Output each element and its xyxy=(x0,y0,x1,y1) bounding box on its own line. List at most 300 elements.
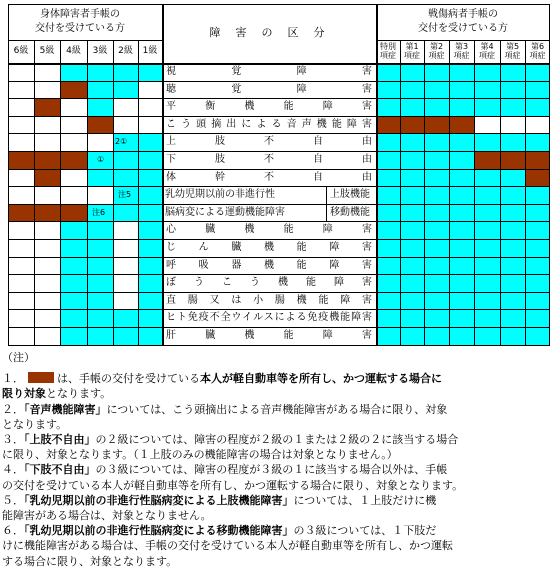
left-grade-cell xyxy=(87,309,113,327)
right-grade-cell xyxy=(500,239,525,257)
row-hline xyxy=(8,186,550,187)
left-grade-cell xyxy=(60,327,87,345)
right-grade-cell xyxy=(525,98,550,116)
right-grade-cell xyxy=(525,204,550,222)
right-grade-cell xyxy=(400,292,424,310)
left-grade-cell xyxy=(34,221,60,239)
left-grade-cell xyxy=(60,63,87,81)
right-grade-cell xyxy=(424,151,449,169)
right-grade-cell xyxy=(525,327,550,345)
right-grade-cell xyxy=(424,133,449,151)
category-label: こう頭摘出による音声機能障害 xyxy=(166,118,372,130)
left-grade-cell xyxy=(60,204,87,222)
right-grade-cell xyxy=(400,239,424,257)
right-grid-vline xyxy=(424,40,425,345)
right-grade-cell xyxy=(474,221,500,239)
right-grade-cell xyxy=(400,274,424,292)
note-6 xyxy=(2,523,542,569)
row-hline xyxy=(8,169,550,170)
category-label-main: 脳病変による運動機能障害 xyxy=(165,206,285,218)
right-grade-cell xyxy=(474,327,500,345)
right-grade-cell xyxy=(474,151,500,169)
category-label-sub: 移動機能 xyxy=(330,206,370,218)
left-grade-cell xyxy=(113,169,138,187)
right-grade-cell xyxy=(400,257,424,275)
right-grade-cell xyxy=(424,292,449,310)
right-grade-cell xyxy=(500,133,525,151)
right-grade-cell xyxy=(424,309,449,327)
note-5 xyxy=(2,493,542,523)
left-grade-cell xyxy=(8,221,34,239)
right-grade-cell xyxy=(449,309,474,327)
right-grade-label-top: 特別 xyxy=(380,42,396,51)
cell-note-marker: 2① xyxy=(115,137,128,147)
left-grade-label: 3級 xyxy=(92,46,108,56)
right-grade-cell xyxy=(525,292,550,310)
note-6-text: の３級については、１下肢だ xyxy=(293,524,437,538)
cell-note-marker: 注6 xyxy=(92,207,106,217)
left-grade-cell xyxy=(113,151,138,169)
right-grade-cell xyxy=(500,274,525,292)
right-grade-cell xyxy=(376,274,400,292)
middle-left-border xyxy=(162,4,164,345)
left-grade-cell xyxy=(60,81,87,99)
right-grade-label-bottom: 項症 xyxy=(428,51,445,60)
right-grade-cell xyxy=(449,239,474,257)
note-2 xyxy=(2,402,542,432)
right-grade-cell xyxy=(525,257,550,275)
note-3-number: ３． xyxy=(2,433,24,447)
left-grade-cell xyxy=(60,239,87,257)
category-label: 体 幹 不 自 由 xyxy=(166,171,372,183)
right-grade-cell xyxy=(474,292,500,310)
right-grade-cell xyxy=(474,98,500,116)
row-hline xyxy=(8,292,550,293)
left-grade-label: 2級 xyxy=(118,46,133,56)
table-border-bottom xyxy=(8,345,550,347)
right-grade-cell xyxy=(400,116,424,134)
left-grade-cell xyxy=(60,133,87,151)
right-grade-cell xyxy=(376,81,400,99)
note-4-bold: 「下肢不自由」 xyxy=(24,463,96,477)
right-grade-cell xyxy=(376,327,400,345)
right-grade-cell xyxy=(449,81,474,99)
category-label: 呼 吸 器 機 能 障 害 xyxy=(166,259,372,271)
left-grade-cell xyxy=(34,116,60,134)
note-3-text: の２級については、障害の程度が２級の１または２級の２に該当する場合 xyxy=(95,433,459,447)
left-grade-cell xyxy=(138,169,162,187)
row-hline xyxy=(8,327,550,328)
right-grade-cell xyxy=(525,133,550,151)
right-grade-cell xyxy=(500,204,525,222)
note-5-cont: 能障害がある場合は、対象となりません。 xyxy=(2,509,212,523)
right-grade-cell xyxy=(424,239,449,257)
left-grade-cell xyxy=(87,221,113,239)
right-grade-cell xyxy=(500,98,525,116)
note-5-number: ５． xyxy=(2,493,24,507)
left-grade-cell xyxy=(8,186,34,204)
table-border-top xyxy=(8,4,550,5)
right-grade-cell xyxy=(500,81,525,99)
right-grade-cell xyxy=(474,116,500,134)
cell-note-marker: ① xyxy=(97,155,105,164)
left-grade-cell xyxy=(138,274,162,292)
left-grade-cell xyxy=(138,292,162,310)
left-grade-cell xyxy=(8,257,34,275)
category-label: 直 腸 又 は 小 腸 機 能 障 害 xyxy=(166,294,372,306)
right-grade-cell xyxy=(424,169,449,187)
left-grade-cell xyxy=(87,63,113,81)
right-grade-cell xyxy=(474,133,500,151)
left-grade-cell xyxy=(113,98,138,116)
right-grade-cell xyxy=(449,204,474,222)
note-3-cont: に限り、対象となります。（１上肢のみの機能障害の場合は対象となりません。） xyxy=(2,448,398,462)
row-hline xyxy=(8,116,550,117)
left-grade-cell xyxy=(8,151,34,169)
header-bottom xyxy=(8,63,550,65)
right-grade-cell xyxy=(400,151,424,169)
left-grade-cell xyxy=(34,81,60,99)
left-grade-cell xyxy=(87,98,113,116)
left-grade-cell xyxy=(87,116,113,134)
right-grade-label-bottom: 項症 xyxy=(404,51,420,60)
right-grade-cell xyxy=(474,239,500,257)
left-grade-cell xyxy=(8,204,34,222)
table-border-left xyxy=(8,4,9,345)
note-1 xyxy=(2,371,542,401)
left-grade-cell xyxy=(113,63,138,81)
right-grade-cell xyxy=(400,221,424,239)
right-grade-cell xyxy=(525,151,550,169)
right-grade-cell xyxy=(424,274,449,292)
left-grade-cell xyxy=(138,186,162,204)
right-grade-cell xyxy=(376,186,400,204)
note-6-cont2: する場合に限り、対象となります。 xyxy=(2,554,178,568)
right-grade-cell xyxy=(400,204,424,222)
left-grade-cell xyxy=(34,169,60,187)
category-label-main: 乳幼児期以前の非進行性 xyxy=(165,189,275,201)
right-grade-cell xyxy=(424,63,449,81)
right-grade-label-bottom: 項症 xyxy=(479,51,495,60)
right-grade-cell xyxy=(500,169,525,187)
right-grade-cell xyxy=(500,221,525,239)
left-grade-cell xyxy=(60,274,87,292)
right-grade-cell xyxy=(376,63,400,81)
middle-right-border xyxy=(376,4,378,345)
note-6-number: ６． xyxy=(2,524,24,538)
right-grade-cell xyxy=(474,204,500,222)
left-grade-cell xyxy=(34,98,60,116)
left-grade-cell xyxy=(60,151,87,169)
right-grade-cell xyxy=(424,204,449,222)
right-grade-cell xyxy=(424,81,449,99)
right-grade-cell xyxy=(376,239,400,257)
right-grade-cell xyxy=(525,274,550,292)
right-grade-cell xyxy=(376,309,400,327)
left-grade-cell xyxy=(113,239,138,257)
category-label: 下 肢 不 自 由 xyxy=(166,154,372,165)
category-label: ぼ う こ う 機 能 障 害 xyxy=(166,277,372,289)
left-grade-cell xyxy=(138,63,162,81)
note-2-text: については、こう頭摘出による音声機能障害がある場合に限り、対象 xyxy=(106,402,448,416)
left-grade-cell xyxy=(138,239,162,257)
right-grade-label-top: 第4 xyxy=(480,42,494,51)
right-grid-vline xyxy=(474,40,475,345)
note-6-cont: けに機能障害がある場合は、手帳の交付を受けている本人が軽自動車等を所有し、かつ運転 xyxy=(2,539,453,553)
right-grade-cell xyxy=(449,186,474,204)
left-grade-cell xyxy=(87,81,113,99)
left-grade-cell xyxy=(138,98,162,116)
brown-swatch xyxy=(28,372,54,383)
left-grade-cell xyxy=(113,327,138,345)
row-hline xyxy=(8,239,550,240)
right-grade-cell xyxy=(424,116,449,134)
right-grade-cell xyxy=(449,151,474,169)
right-grade-cell xyxy=(525,81,550,99)
right-grade-cell xyxy=(525,239,550,257)
note-1-number: １． xyxy=(2,372,24,386)
left-grade-cell xyxy=(138,327,162,345)
left-grid-vline xyxy=(87,40,88,345)
right-grid-vline xyxy=(525,40,526,345)
left-grade-label: 6級 xyxy=(13,46,29,56)
note-4-number: ４． xyxy=(2,463,24,477)
right-grade-cell xyxy=(376,257,400,275)
left-grade-cell xyxy=(8,169,34,187)
left-grade-cell xyxy=(8,327,34,345)
right-grade-cell xyxy=(474,309,500,327)
right-grade-label-bottom: 項症 xyxy=(504,51,521,60)
row-hline xyxy=(8,98,550,99)
right-grade-cell xyxy=(525,309,550,327)
right-grade-cell xyxy=(400,169,424,187)
right-grade-cell xyxy=(376,292,400,310)
right-grade-cell xyxy=(424,186,449,204)
right-grade-cell xyxy=(500,292,525,310)
left-grade-label: 1級 xyxy=(142,46,158,56)
left-grade-cell xyxy=(113,116,138,134)
note-4 xyxy=(2,462,542,492)
row-hline xyxy=(8,257,550,258)
right-grade-cell xyxy=(424,221,449,239)
left-grade-cell xyxy=(113,204,138,222)
right-grade-cell xyxy=(449,98,474,116)
left-grade-cell xyxy=(60,257,87,275)
left-grade-cell xyxy=(138,204,162,222)
left-grade-cell xyxy=(87,257,113,275)
right-grade-cell xyxy=(474,186,500,204)
right-grade-label-bottom: 項症 xyxy=(529,51,546,60)
left-grade-cell xyxy=(8,133,34,151)
right-grade-cell xyxy=(449,327,474,345)
right-grade-cell xyxy=(449,133,474,151)
left-grade-cell xyxy=(113,221,138,239)
right-header-title-line1: 戦傷病者手帳の xyxy=(428,9,498,20)
right-grade-cell xyxy=(500,186,525,204)
category-label: 肝 臓 機 能 障 害 xyxy=(166,330,372,341)
left-grade-cell xyxy=(113,274,138,292)
right-grade-cell xyxy=(525,116,550,134)
left-grade-cell xyxy=(8,239,34,257)
left-grade-cell xyxy=(8,98,34,116)
left-grade-cell xyxy=(87,274,113,292)
row-hline xyxy=(8,274,550,275)
note-1-text-d: となります。 xyxy=(46,387,112,401)
right-grade-label-top: 第3 xyxy=(454,42,469,51)
left-grade-cell xyxy=(60,116,87,134)
right-grade-cell xyxy=(474,274,500,292)
left-grade-cell xyxy=(60,169,87,187)
right-grade-cell xyxy=(424,257,449,275)
left-grade-cell xyxy=(34,133,60,151)
right-grade-cell xyxy=(525,186,550,204)
category-label: 視 覚 障 害 xyxy=(166,66,372,77)
left-grade-cell xyxy=(87,292,113,310)
right-grade-cell xyxy=(376,133,400,151)
note-1-text-a: は、手帳の交付を受けている xyxy=(57,372,200,386)
category-label: 心 臓 機 能 障 害 xyxy=(166,224,372,236)
note-1-text-b: 本人が軽自動車等を所有し、かつ運転する場合に xyxy=(200,372,442,386)
note-1-text-c: 限り対象 xyxy=(2,387,46,401)
right-grade-cell xyxy=(525,63,550,81)
right-grade-cell xyxy=(424,327,449,345)
left-grade-cell xyxy=(138,116,162,134)
right-grade-cell xyxy=(400,81,424,99)
left-grade-cell xyxy=(113,81,138,99)
note-3-bold: 「上肢不自由」 xyxy=(24,433,96,447)
left-grid-vline xyxy=(60,40,61,345)
right-grade-cell xyxy=(400,63,424,81)
right-grade-cell xyxy=(449,257,474,275)
right-grade-cell xyxy=(449,169,474,187)
left-grade-cell xyxy=(8,292,34,310)
right-grade-cell xyxy=(449,221,474,239)
note-6-bold: 「乳幼児期以前の非進行性脳病変による移動機能障害」 xyxy=(24,524,294,538)
right-grid-vline xyxy=(400,40,401,345)
note-2-number: ２． xyxy=(2,402,24,416)
left-grade-cell xyxy=(8,81,34,99)
right-grade-cell xyxy=(500,309,525,327)
right-grade-cell xyxy=(474,257,500,275)
right-grade-cell xyxy=(500,63,525,81)
right-header-title-line2: 交付を受けている方 xyxy=(418,23,508,34)
right-grade-cell xyxy=(449,292,474,310)
right-grade-label-top: 第2 xyxy=(429,42,444,51)
row-hline xyxy=(8,81,550,82)
left-grade-cell xyxy=(34,239,60,257)
row-hline xyxy=(8,204,550,205)
right-grid-vline xyxy=(449,40,450,345)
left-grade-cell xyxy=(138,309,162,327)
right-grade-cell xyxy=(474,81,500,99)
left-grade-cell xyxy=(34,257,60,275)
left-grade-cell xyxy=(60,309,87,327)
right-grade-cell xyxy=(376,204,400,222)
right-grade-cell xyxy=(474,63,500,81)
left-grid-vline xyxy=(113,40,114,345)
left-grade-cell xyxy=(34,63,60,81)
note-2-cont: となります。 xyxy=(2,417,68,431)
left-grade-cell xyxy=(34,327,60,345)
right-grade-cell xyxy=(376,98,400,116)
left-grade-cell xyxy=(138,221,162,239)
note-5-bold: 「乳幼児期以前の非進行性脳病変による上肢機能障害」 xyxy=(24,493,294,507)
left-grade-cell xyxy=(34,274,60,292)
right-grade-cell xyxy=(376,221,400,239)
right-grade-cell xyxy=(449,274,474,292)
left-grade-cell xyxy=(87,169,113,187)
category-label-sub: 上肢機能 xyxy=(330,189,370,201)
right-grade-cell xyxy=(500,151,525,169)
right-grade-label-bottom: 項症 xyxy=(453,51,470,60)
left-grade-cell xyxy=(34,292,60,310)
left-grade-cell xyxy=(113,309,138,327)
notes-heading: （注） xyxy=(2,351,35,364)
left-grade-cell xyxy=(87,186,113,204)
left-grade-cell xyxy=(138,81,162,99)
right-grade-cell xyxy=(376,116,400,134)
header-divider-right xyxy=(376,40,550,41)
cell-note-marker: 注5 xyxy=(118,190,132,200)
category-label: ヒト免疫不全ウイルスによる免疫機能障害 xyxy=(166,312,372,324)
right-grade-label-top: 第5 xyxy=(505,42,520,51)
right-grade-label-top: 第1 xyxy=(405,42,419,51)
left-grade-cell xyxy=(87,239,113,257)
right-grade-cell xyxy=(400,186,424,204)
category-label: じ ん 臓 機 能 障 害 xyxy=(166,242,372,253)
right-grade-cell xyxy=(400,327,424,345)
right-grade-cell xyxy=(474,169,500,187)
sub-category-divider xyxy=(326,186,327,221)
left-grade-cell xyxy=(8,274,34,292)
left-grid-vline xyxy=(34,40,35,345)
right-grade-cell xyxy=(400,98,424,116)
right-grade-cell xyxy=(400,133,424,151)
left-grade-cell xyxy=(8,63,34,81)
left-grade-cell xyxy=(34,151,60,169)
category-label: 上 肢 不 自 由 xyxy=(166,136,372,148)
left-grade-cell xyxy=(34,309,60,327)
row-hline xyxy=(8,309,550,310)
left-grade-cell xyxy=(113,257,138,275)
left-grade-cell xyxy=(60,98,87,116)
left-grade-cell xyxy=(113,292,138,310)
left-grade-cell xyxy=(60,292,87,310)
left-header-title-line1: 身体障害者手帳の xyxy=(40,9,120,20)
right-grade-cell xyxy=(376,151,400,169)
left-grade-cell xyxy=(8,116,34,134)
left-grade-cell xyxy=(60,221,87,239)
left-header-title-line2: 交付を受けている方 xyxy=(35,23,125,34)
note-3 xyxy=(2,432,542,462)
right-grade-cell xyxy=(525,169,550,187)
right-grade-cell xyxy=(500,257,525,275)
right-grade-cell xyxy=(500,327,525,345)
right-grade-cell xyxy=(449,116,474,134)
left-grade-cell xyxy=(138,257,162,275)
category-label: 平 衡 機 能 障 害 xyxy=(166,101,372,113)
right-grid-vline xyxy=(500,40,501,345)
category-label: 聴 覚 障 害 xyxy=(166,83,372,95)
left-grade-cell xyxy=(87,133,113,151)
category-header: 障 害 の 区 分 xyxy=(209,26,327,39)
left-grade-cell xyxy=(34,204,60,222)
left-grade-cell xyxy=(8,309,34,327)
left-grade-cell xyxy=(34,186,60,204)
right-grade-label-bottom: 項症 xyxy=(380,51,396,60)
row-hline xyxy=(8,151,550,152)
row-hline xyxy=(8,133,550,134)
